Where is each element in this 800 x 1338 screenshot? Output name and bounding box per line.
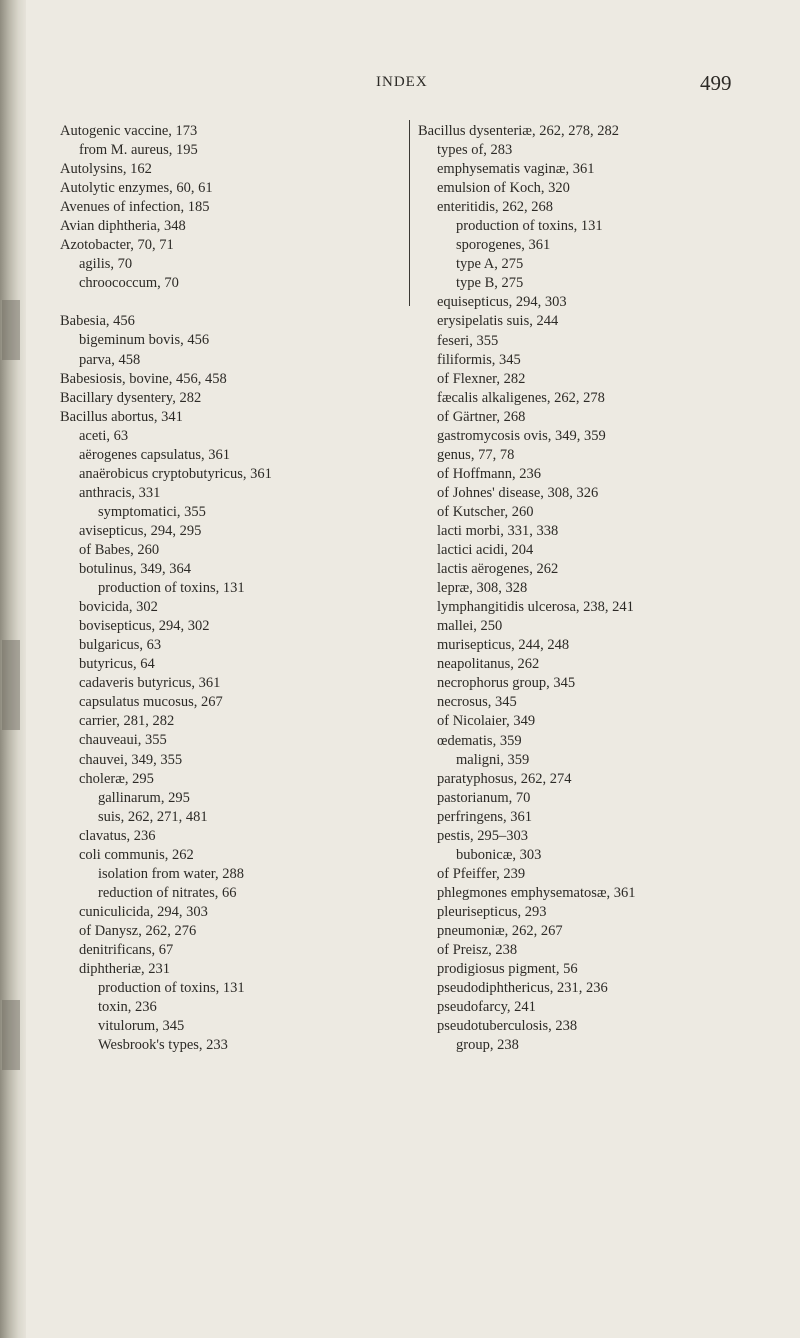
index-subentry: mallei, 250	[437, 618, 503, 635]
index-subentry: neapolitanus, 262	[437, 656, 540, 673]
index-subentry: enteritidis, 262, 268	[437, 199, 553, 216]
index-subentry: paratyphosus, 262, 274	[437, 770, 572, 787]
index-subentry: Wesbrook's types, 233	[98, 1037, 228, 1054]
index-subentry: murisepticus, 244, 248	[437, 637, 570, 654]
index-entry: Bacillus abortus, 341	[60, 408, 183, 425]
index-subentry: type A, 275	[456, 256, 524, 273]
index-subentry: fæcalis alkaligenes, 262, 278	[437, 389, 605, 406]
index-subentry: emulsion of Koch, 320	[437, 180, 570, 197]
index-subentry: œdematis, 359	[437, 732, 522, 749]
index-subentry: pseudofarcy, 241	[437, 999, 536, 1016]
index-subentry: prodigiosus pigment, 56	[437, 961, 578, 978]
index-subentry: bubonicæ, 303	[456, 846, 542, 863]
index-subentry: lacti morbi, 331, 338	[437, 522, 559, 539]
index-column-left	[60, 122, 390, 1055]
binding-stain	[2, 300, 20, 360]
index-subentry: bulgaricus, 63	[79, 637, 162, 654]
index-subentry: capsulatus mucosus, 267	[79, 694, 223, 711]
binding-stain	[2, 1000, 20, 1070]
index-subentry: pseudodiphthericus, 231, 236	[437, 980, 608, 997]
index-subentry: pseudotuberculosis, 238	[437, 1018, 578, 1035]
index-subentry: from M. aureus, 195	[79, 142, 198, 159]
index-entry: Autolytic enzymes, 60, 61	[60, 180, 213, 197]
index-subentry: chauveaui, 355	[79, 732, 167, 749]
index-subentry: carrier, 281, 282	[79, 713, 175, 730]
index-subentry: lactis aërogenes, 262	[437, 561, 559, 578]
index-subentry: maligni, 359	[456, 751, 530, 768]
index-entry: Bacillary dysentery, 282	[60, 389, 202, 406]
entry-spacer	[60, 293, 390, 312]
binding-stain	[2, 640, 20, 730]
index-subentry: lymphangitidis ulcerosa, 238, 241	[437, 599, 634, 616]
index-subentry: bigeminum bovis, 456	[79, 332, 210, 349]
index-subentry: production of toxins, 131	[98, 580, 245, 597]
page-number: 499	[700, 71, 732, 95]
index-subentry: gastromycosis ovis, 349, 359	[437, 427, 606, 444]
index-subentry: bovisepticus, 294, 302	[79, 618, 210, 635]
index-subentry: cuniculicida, 294, 303	[79, 903, 208, 920]
book-binding-shadow	[0, 0, 26, 1338]
index-entry: Azotobacter, 70, 71	[60, 237, 174, 254]
index-subentry: group, 238	[456, 1037, 519, 1054]
index-subentry: of Preisz, 238	[437, 942, 518, 959]
index-subentry: of Gärtner, 268	[437, 408, 526, 425]
index-subentry: production of toxins, 131	[456, 218, 603, 235]
index-subentry: pneumoniæ, 262, 267	[437, 922, 563, 939]
index-subentry: agilis, 70	[79, 256, 133, 273]
index-subentry: lactici acidi, 204	[437, 542, 534, 559]
index-entry: Babesia, 456	[60, 313, 135, 330]
index-subentry: parva, 458	[79, 351, 141, 368]
index-subentry: symptomatici, 355	[98, 503, 206, 520]
index-subentry: suis, 262, 271, 481	[98, 808, 208, 825]
page-header	[0, 71, 800, 100]
index-subentry: isolation from water, 288	[98, 865, 244, 882]
index-entry: Bacillus dysenteriæ, 262, 278, 282	[418, 123, 619, 139]
index-entry: Autogenic vaccine, 173	[60, 123, 198, 139]
index-subentry: types of, 283	[437, 142, 513, 159]
index-entry: Babesiosis, bovine, 456, 458	[60, 370, 227, 387]
index-subentry: vitulorum, 345	[98, 1018, 185, 1035]
index-subentry: of Nicolaier, 349	[437, 713, 536, 730]
index-subentry: perfringens, 361	[437, 808, 533, 825]
column-rule	[409, 120, 410, 306]
index-subentry: necrosus, 345	[437, 694, 517, 711]
index-subentry: clavatus, 236	[79, 827, 156, 844]
index-subentry: cadaveris butyricus, 361	[79, 675, 221, 692]
index-subentry: necrophorus group, 345	[437, 675, 576, 692]
index-subentry: reduction of nitrates, 66	[98, 884, 237, 901]
index-subentry: coli communis, 262	[79, 846, 194, 863]
index-subentry: production of toxins, 131	[98, 980, 245, 997]
index-subentry: aceti, 63	[79, 427, 129, 444]
index-subentry: filiformis, 345	[437, 351, 521, 368]
index-subentry: erysipelatis suis, 244	[437, 313, 559, 330]
index-subentry: botulinus, 349, 364	[79, 561, 191, 578]
index-subentry: aërogenes capsulatus, 361	[79, 446, 230, 463]
running-head: INDEX	[376, 74, 428, 90]
index-subentry: of Hoffmann, 236	[437, 465, 542, 482]
index-subentry: butyricus, 64	[79, 656, 155, 673]
index-subentry: feseri, 355	[437, 332, 499, 349]
index-subentry: toxin, 236	[98, 999, 157, 1016]
index-subentry: of Flexner, 282	[437, 370, 526, 387]
index-entry: Autolysins, 162	[60, 161, 152, 178]
index-subentry: gallinarum, 295	[98, 789, 190, 806]
index-subentry: genus, 77, 78	[437, 446, 515, 463]
index-subentry: sporogenes, 361	[456, 237, 551, 254]
index-subentry: of Danysz, 262, 276	[79, 922, 197, 939]
index-subentry: diphtheriæ, 231	[79, 961, 171, 978]
index-subentry: of Pfeiffer, 239	[437, 865, 526, 882]
index-subentry: denitrificans, 67	[79, 941, 174, 958]
index-subentry: anaërobicus cryptobutyricus, 361	[79, 465, 272, 482]
index-subentry: anthracis, 331	[79, 484, 161, 501]
index-subentry: lepræ, 308, 328	[437, 580, 528, 597]
index-subentry: emphysematis vaginæ, 361	[437, 161, 595, 178]
index-subentry: chroococcum, 70	[79, 275, 179, 292]
index-subentry: equisepticus, 294, 303	[437, 294, 567, 311]
index-entry: Avenues of infection, 185	[60, 199, 210, 216]
index-subentry: choleræ, 295	[79, 770, 154, 787]
index-column-right	[418, 122, 778, 1055]
index-subentry: pastorianum, 70	[437, 789, 531, 806]
index-subentry: phlegmones emphysematosæ, 361	[437, 884, 636, 901]
index-subentry: avisepticus, 294, 295	[79, 522, 202, 539]
index-subentry: bovicida, 302	[79, 599, 158, 616]
index-entry: Avian diphtheria, 348	[60, 218, 186, 235]
index-subentry: of Babes, 260	[79, 541, 160, 558]
index-subentry: of Johnes' disease, 308, 326	[437, 484, 599, 501]
index-subentry: type B, 275	[456, 275, 524, 292]
index-subentry: pleurisepticus, 293	[437, 903, 547, 920]
index-subentry: pestis, 295–303	[437, 827, 529, 844]
index-subentry: chauvei, 349, 355	[79, 751, 183, 768]
index-subentry: of Kutscher, 260	[437, 503, 534, 520]
